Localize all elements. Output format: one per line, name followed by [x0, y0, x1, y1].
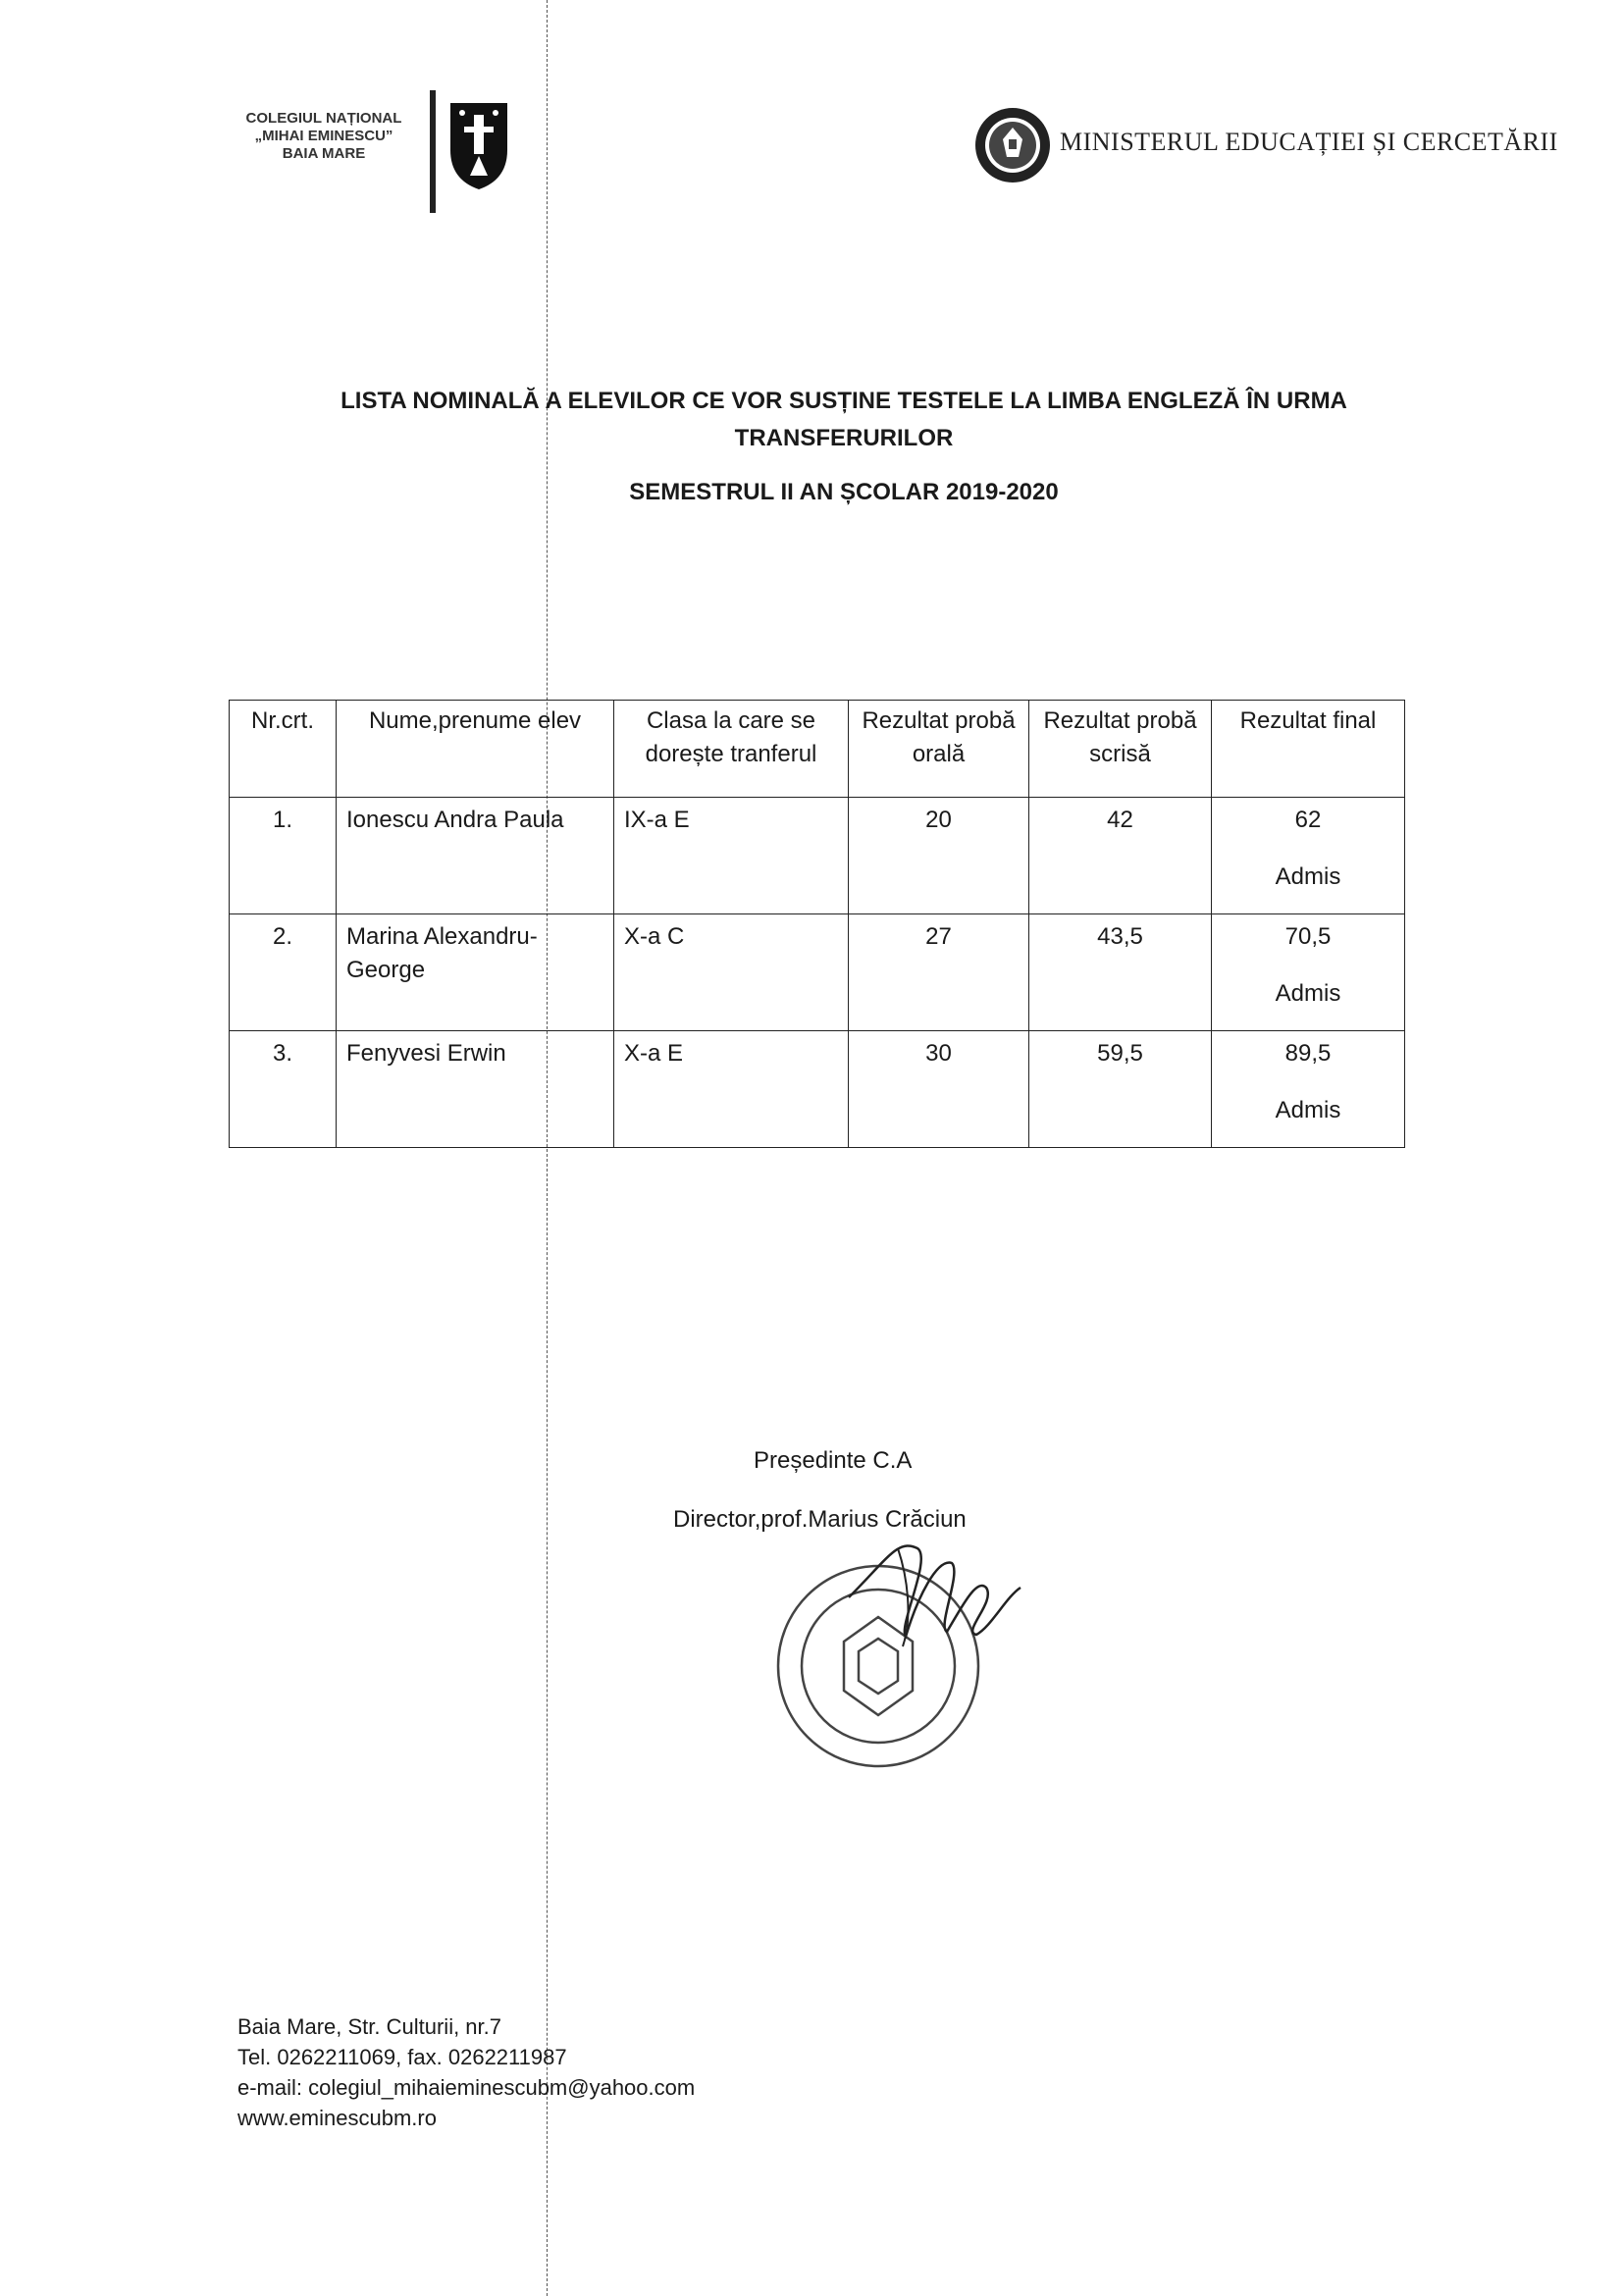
document-title	[275, 383, 1413, 457]
cell-class: X-a C	[614, 914, 849, 1031]
title-line1: LISTA NOMINALĂ A ELEVILOR CE VOR SUSȚINE TESTELE LA LIMBA ENGLEZĂ ÎN URMA	[340, 388, 1347, 414]
footer-contact	[237, 2011, 695, 2133]
cell-class: X-a E	[614, 1031, 849, 1148]
signature-role: Președinte C.A	[754, 1447, 913, 1474]
scan-fold-line	[547, 0, 548, 2296]
table-header-row	[230, 701, 1405, 798]
cell-final	[1212, 914, 1405, 1031]
table-row	[230, 1031, 1405, 1148]
signature-name: Director,prof.Marius Crăciun	[673, 1506, 967, 1533]
footer-phone: Tel. 0262211069, fax. 0262211987	[237, 2045, 567, 2069]
school-name-line1: COLEGIUL NAȚIONAL	[245, 110, 402, 127]
cell-nr: 3.	[230, 1031, 337, 1148]
final-score: 62	[1294, 807, 1322, 833]
cell-name: Ionescu Andra Paula	[337, 798, 614, 914]
school-name-line2: „MIHAI EMINESCU”	[254, 128, 393, 144]
table-row	[230, 798, 1405, 914]
final-score: 70,5	[1284, 923, 1332, 950]
cell-final	[1212, 1031, 1405, 1148]
results-table	[229, 700, 1405, 1148]
header-written: Rezultat probă scrisă	[1029, 701, 1212, 798]
cell-nr: 2.	[230, 914, 337, 1031]
header-name: Nume,prenume elev	[337, 701, 614, 798]
header-class: Clasa la care se dorește tranferul	[614, 701, 849, 798]
footer-address: Baia Mare, Str. Culturii, nr.7	[237, 2014, 501, 2039]
school-crest-icon	[448, 101, 509, 191]
cell-name: Fenyvesi Erwin	[337, 1031, 614, 1148]
ministry-name: MINISTERUL EDUCAȚIEI ȘI CERCETĂRII	[1060, 128, 1558, 156]
final-score: 89,5	[1284, 1040, 1332, 1067]
table-row	[230, 914, 1405, 1031]
header-final: Rezultat final	[1212, 701, 1405, 798]
cell-oral: 30	[849, 1031, 1029, 1148]
ministry-seal-icon	[973, 106, 1052, 184]
footer-website: www.eminescubm.ro	[237, 2106, 437, 2130]
cell-oral: 27	[849, 914, 1029, 1031]
cell-written: 59,5	[1029, 1031, 1212, 1148]
title-line2: TRANSFERURILOR	[734, 425, 954, 451]
final-verdict: Admis	[1275, 863, 1341, 890]
final-verdict: Admis	[1275, 1097, 1341, 1123]
cell-class: IX-a E	[614, 798, 849, 914]
cell-written: 43,5	[1029, 914, 1212, 1031]
header-nr: Nr.crt.	[230, 701, 337, 798]
footer-email: e-mail: colegiul_mihaieminescubm@yahoo.com	[237, 2075, 696, 2100]
official-stamp-icon	[751, 1519, 1045, 1774]
final-verdict: Admis	[1275, 980, 1341, 1007]
cell-written: 42	[1029, 798, 1212, 914]
cell-nr: 1.	[230, 798, 337, 914]
cell-oral: 20	[849, 798, 1029, 914]
cell-name: Marina Alexandru-George	[337, 914, 614, 1031]
school-name-line3: BAIA MARE	[282, 145, 366, 162]
semester-title: SEMESTRUL II AN ȘCOLAR 2019-2020	[629, 479, 1059, 505]
header-oral: Rezultat probă orală	[849, 701, 1029, 798]
school-name	[245, 110, 402, 163]
header-divider	[430, 90, 436, 213]
cell-final	[1212, 798, 1405, 914]
